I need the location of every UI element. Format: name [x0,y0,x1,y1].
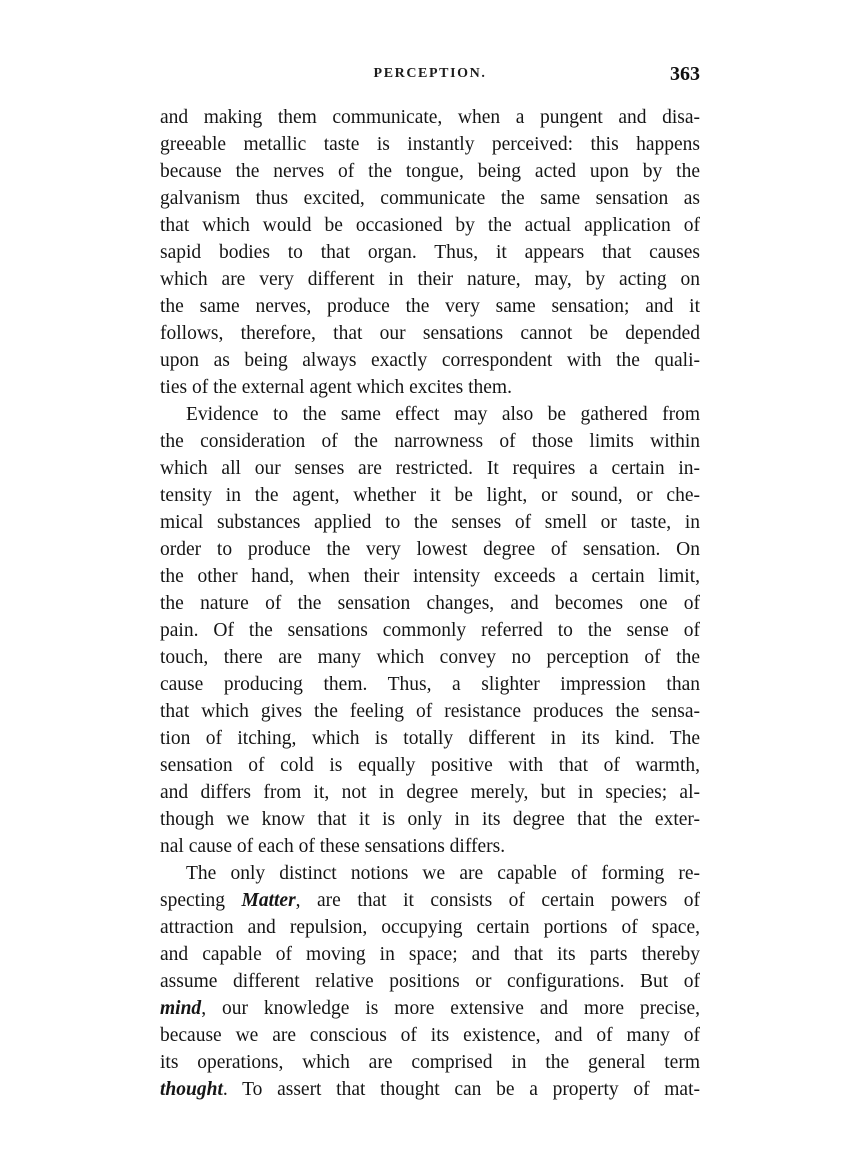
text-line: sensation of cold is equally positive with that of warmth, [160,755,700,776]
text-line: the consideration of the narrowness of those limits within [160,431,700,452]
text-line: galvanism thus excited, communicate the same sensation as [160,188,700,209]
text-line: the same nerves, produce the very same sensation; and it [160,296,700,317]
text-line: nal cause of each of these sensations differs. [160,836,506,857]
text-line: tion of itching, which is totally different in its kind. The [160,728,700,749]
paragraph-2 [160,401,700,860]
text-line: because we are conscious of its existence, and of many of [160,1025,700,1046]
text-line: and making them communicate, when a pungent and disa- [160,107,700,128]
text-line: sapid bodies to that organ. Thus, it appears that causes [160,242,700,263]
italic-term-mind: mind [160,998,202,1019]
text-line: The only distinct notions we are capable of forming re- [186,863,700,884]
text-line: pain. Of the sensations commonly referred to the sense of [160,620,700,641]
text-line: attraction and repulsion, occupying certain portions of space, [160,917,700,938]
text-line: ties of the external agent which excites them. [160,377,512,398]
text-line: which all our senses are restricted. It requires a certain in- [160,458,700,479]
text-line: follows, therefore, that our sensations cannot be depended [160,323,700,344]
text-line: though we know that it is only in its degree that the exter- [160,809,700,830]
text-run: . To assert that thought can be a property of mat- [222,1079,700,1100]
text-line: the nature of the sensation changes, and becomes one of [160,593,700,614]
text-line: and differs from it, not in degree merely, but in species; al- [160,782,700,803]
text-line [160,887,700,914]
text-line: touch, there are many which convey no perception of the [160,647,700,668]
text-line: because the nerves of the tongue, being acted upon by the [160,161,700,182]
page-number: 363 [670,63,700,85]
text-line: its operations, which are comprised in the general term [160,1052,700,1073]
text-line [160,995,700,1022]
running-head [160,63,700,90]
text-line: tensity in the agent, whether it be light, or sound, or che- [160,485,700,506]
italic-term-matter: Matter [241,890,296,911]
text-line: that which would be occasioned by the actual application of [160,215,700,236]
text-line: assume different relative positions or configurations. But of [160,971,700,992]
text-line: mical substances applied to the senses of smell or taste, in [160,512,700,533]
text-line: order to produce the very lowest degree of sensation. On [160,539,700,560]
text-run: , our knowledge is more extensive and more precise, [201,998,700,1019]
paragraph-1 [160,104,700,401]
text-line: Evidence to the same effect may also be gathered from [186,404,700,425]
text-line: greeable metallic taste is instantly perceived: this happens [160,134,700,155]
text-run: specting [160,890,242,911]
text-line [160,1076,700,1103]
text-line: upon as being always exactly correspondent with the quali- [160,350,700,371]
italic-term-thought: thought [160,1079,223,1100]
text-line: that which gives the feeling of resistance produces the sensa- [160,701,700,722]
text-line: cause producing them. Thus, a slighter impression than [160,674,700,695]
text-line: the other hand, when their intensity exceeds a certain limit, [160,566,700,587]
paragraph-3 [160,860,700,1103]
text-line: and capable of moving in space; and that its parts thereby [160,944,700,965]
text-line: which are very different in their nature, may, by acting on [160,269,700,290]
text-run: , are that it consists of certain powers of [295,890,700,911]
body-text [160,104,700,1103]
running-title: PERCEPTION. [373,66,487,81]
